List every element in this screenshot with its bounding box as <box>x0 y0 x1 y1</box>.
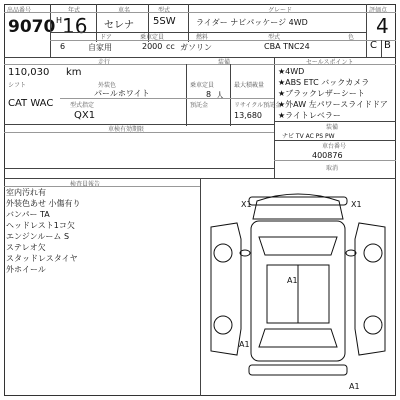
car-diagram <box>201 179 395 395</box>
note-item: ヘッドレスト1コ欠 <box>6 221 75 230</box>
displacement: 2000 <box>142 42 163 51</box>
score: 4 <box>376 14 389 38</box>
recycle-label: リサイクル預託金 <box>234 102 282 109</box>
mileage: 110,030 <box>8 67 50 78</box>
damage-mark: A1 <box>287 276 298 285</box>
note-item: バンパー TA <box>6 210 50 219</box>
lot-number: 9070 <box>8 17 56 37</box>
damage-mark: X1 <box>351 200 362 209</box>
exterior-grade: B <box>384 40 391 51</box>
notes-label: 検査員報告 <box>70 181 101 188</box>
year-prefix: H <box>56 16 63 25</box>
fuel: ガソリン <box>180 43 212 52</box>
wheel-rear-right <box>364 316 382 334</box>
model-label: 型式 <box>158 7 171 14</box>
car-right-side <box>355 223 385 355</box>
car-name: セレナ <box>104 20 134 31</box>
mileage-unit: km <box>66 67 82 78</box>
feature-item: ★ABS ETC バックカメラ <box>278 78 370 87</box>
serial-label: 車台番号 <box>322 143 347 150</box>
car-front-outline <box>253 194 343 219</box>
score-label: 評価点 <box>369 7 388 14</box>
max-load-label: 最大積載量 <box>234 82 265 89</box>
equipment-label: 装備 <box>218 59 231 66</box>
capacity: 8 <box>206 90 212 99</box>
model: 5SW <box>153 16 176 27</box>
feature-item: ★4WD <box>278 67 305 76</box>
year: 16 <box>62 14 88 38</box>
model-code: QX1 <box>74 110 96 121</box>
damage-mark: A1 <box>239 340 250 349</box>
car-left-side <box>211 223 241 355</box>
damage-mark: A1 <box>349 382 360 391</box>
chassis: CBA TNC24 <box>264 42 310 51</box>
year-label: 年式 <box>68 7 81 14</box>
note-item: エンジンルーム S <box>6 232 70 241</box>
capacity-label: 乗車定員 <box>190 82 215 89</box>
header-num: 6 <box>60 42 66 51</box>
mileage-label: 走行 <box>98 59 111 66</box>
options-label: 装備 <box>326 124 339 131</box>
rear-bumper <box>249 365 347 375</box>
windshield <box>259 237 337 255</box>
front-bumper <box>249 197 347 205</box>
exterior-color: パールホワイト <box>94 89 150 98</box>
grade: ライダー ナビパッケージ 4WD <box>196 18 308 27</box>
features-label: セールスポイント <box>306 59 354 66</box>
inspection-label: 車検有効期限 <box>108 126 145 133</box>
car-name-label: 車名 <box>118 7 131 14</box>
note-item: 外装色あせ 小傷有り <box>6 199 81 208</box>
interior-grade: C <box>370 40 377 51</box>
transmission: CAT WAC <box>8 98 54 109</box>
deposit-label: 預託金 <box>190 102 209 109</box>
grade-label: グレード <box>268 7 293 14</box>
displacement-unit: cc <box>166 42 175 51</box>
rear-window <box>259 329 337 347</box>
wheel-rear-left <box>214 316 232 334</box>
feature-item: ★ライトレベラー <box>278 111 341 120</box>
doors-label: ドア <box>100 34 112 41</box>
serial: 400876 <box>312 151 343 160</box>
exterior-color-label: 外装色 <box>98 82 117 89</box>
feature-item: ★ブラックレザーシート <box>278 89 365 98</box>
shift-label: シフト <box>8 82 27 89</box>
wheel-front-left <box>214 244 232 262</box>
seats-label: 乗車定員 <box>140 34 165 41</box>
damage-mark: X1 <box>241 200 252 209</box>
note-item: ステレオ欠 <box>6 243 46 252</box>
wheel-front-right <box>364 244 382 262</box>
chassis-label: 型式 <box>268 34 281 41</box>
feature-item: ★外AW 左パワースライドドア <box>278 100 388 109</box>
fuel-label: 燃料 <box>196 34 209 41</box>
status-label: 取消 <box>326 165 339 172</box>
model-code-label: 型式指定 <box>70 102 95 109</box>
note-item: 外ホイール <box>6 265 46 274</box>
options: ナビ TV AC PS PW <box>282 133 335 140</box>
usage: 自家用 <box>88 43 112 52</box>
note-item: 室内汚れ有 <box>6 188 46 197</box>
capacity-unit: 人 <box>216 91 224 100</box>
deposit: 13,680 <box>234 111 262 120</box>
color-code-label: 色 <box>348 34 355 41</box>
lot-label: 出品番号 <box>7 7 32 14</box>
note-item: スタッドレスタイヤ <box>6 254 78 263</box>
